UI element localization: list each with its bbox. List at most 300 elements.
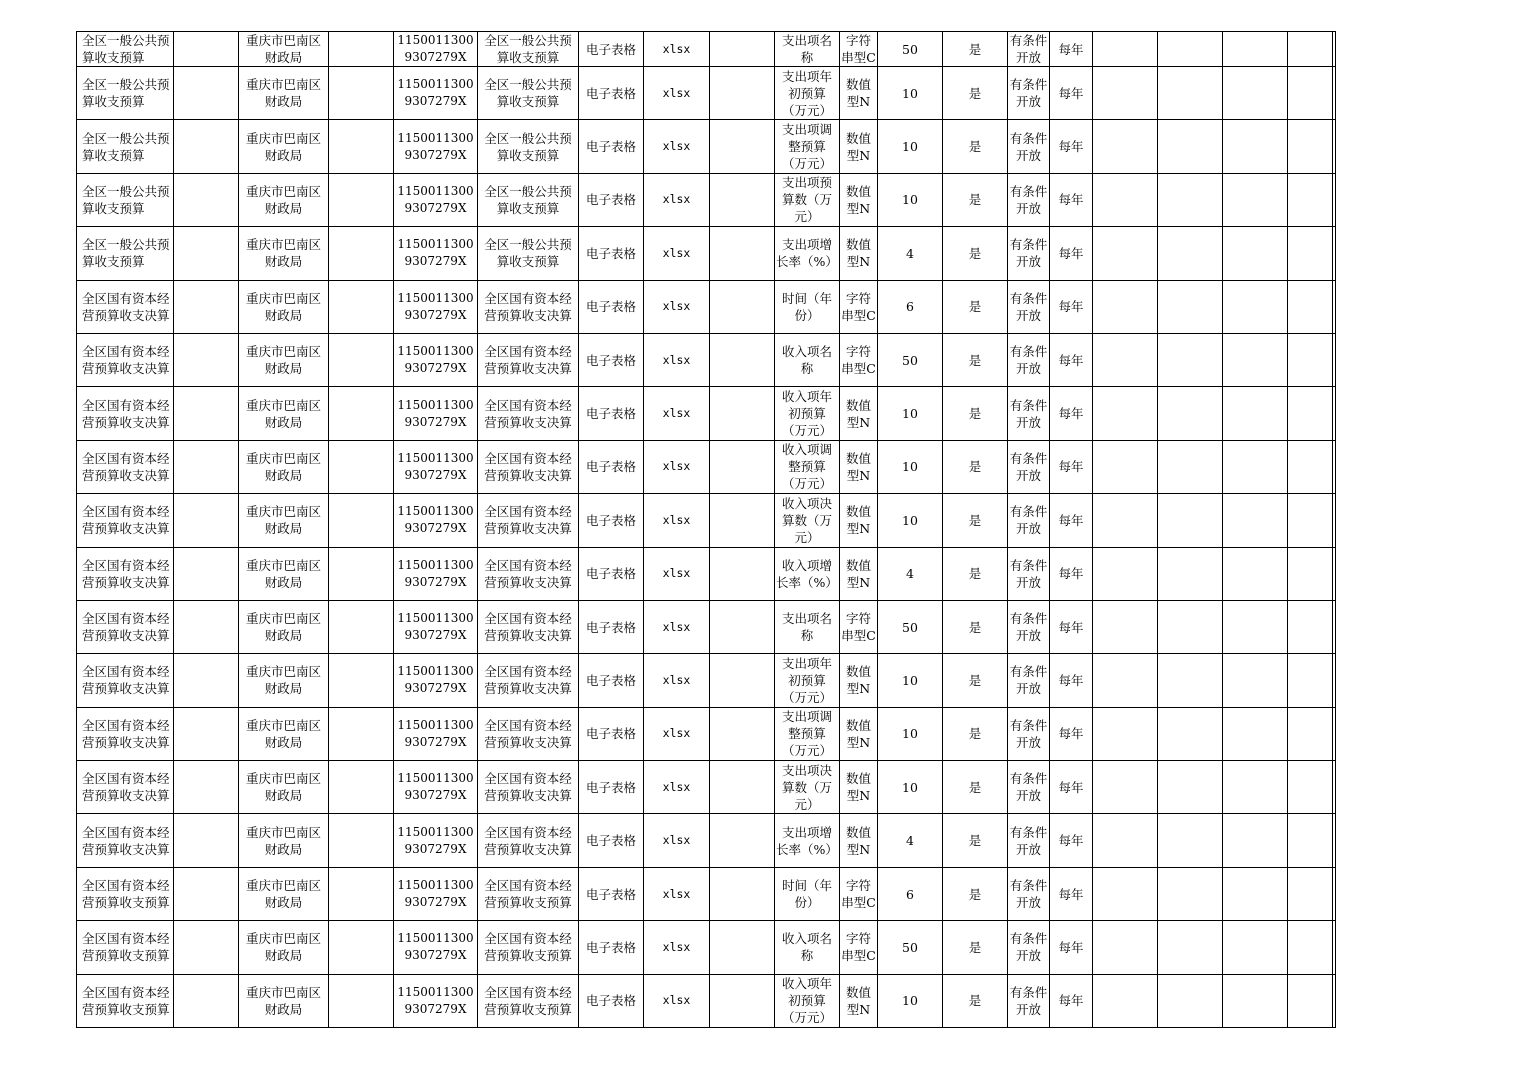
- shared-flag-cell: 是: [943, 600, 1008, 653]
- update-frequency-cell: 每年: [1050, 707, 1093, 760]
- credit-code-cell: 11500113009307279X: [394, 654, 478, 707]
- resource-name-cell: 全区国有资本经营预算收支预算: [478, 974, 579, 1027]
- empty-cell: [329, 280, 394, 333]
- resource-name-cell: 全区国有资本经营预算收支决算: [478, 440, 579, 493]
- department-cell: 重庆市巴南区财政局: [239, 974, 329, 1027]
- format-cell: xlsx: [644, 387, 710, 440]
- empty-cell: [1093, 974, 1158, 1027]
- data-item-cell: 支出项增长率（%）: [775, 814, 840, 867]
- carrier-type-cell: 电子表格: [579, 67, 644, 120]
- shared-flag-cell: 是: [943, 921, 1008, 974]
- empty-cell: [1158, 600, 1223, 653]
- data-item-cell: 收入项名称: [775, 333, 840, 386]
- update-frequency-cell: 每年: [1050, 67, 1093, 120]
- open-type-cell: 有条件开放: [1008, 494, 1050, 547]
- data-item-cell: 收入项年初预算（万元）: [775, 974, 840, 1027]
- empty-cell: [1333, 761, 1336, 814]
- resource-name-cell: 全区一般公共预算收支预算: [478, 120, 579, 173]
- data-item-cell: 支出项名称: [775, 32, 840, 67]
- table-row: [77, 654, 1336, 707]
- empty-cell: [1288, 654, 1333, 707]
- empty-cell: [1288, 440, 1333, 493]
- empty-cell: [1223, 547, 1288, 600]
- department-cell: 重庆市巴南区财政局: [239, 32, 329, 67]
- empty-cell: [174, 761, 239, 814]
- empty-cell: [1093, 494, 1158, 547]
- table-row: [77, 173, 1336, 226]
- table-row: [77, 761, 1336, 814]
- credit-code-cell: 11500113009307279X: [394, 120, 478, 173]
- data-length-cell: 6: [878, 867, 943, 920]
- category-cell: 全区一般公共预算收支预算: [77, 227, 174, 280]
- data-length-cell: 50: [878, 921, 943, 974]
- department-cell: 重庆市巴南区财政局: [239, 921, 329, 974]
- empty-cell: [1223, 120, 1288, 173]
- update-frequency-cell: 每年: [1050, 333, 1093, 386]
- table-row: [77, 867, 1336, 920]
- data-type-cell: 字符串型C: [840, 280, 878, 333]
- shared-flag-cell: 是: [943, 974, 1008, 1027]
- credit-code-cell: 11500113009307279X: [394, 494, 478, 547]
- department-cell: 重庆市巴南区财政局: [239, 173, 329, 226]
- table-row: [77, 547, 1336, 600]
- department-cell: 重庆市巴南区财政局: [239, 67, 329, 120]
- empty-cell: [1093, 600, 1158, 653]
- update-frequency-cell: 每年: [1050, 32, 1093, 67]
- empty-cell: [1093, 32, 1158, 67]
- data-item-cell: 时间（年份）: [775, 867, 840, 920]
- category-cell: 全区国有资本经营预算收支决算: [77, 547, 174, 600]
- empty-cell: [1288, 761, 1333, 814]
- data-length-cell: 10: [878, 173, 943, 226]
- table-row: [77, 32, 1336, 67]
- empty-cell: [1158, 761, 1223, 814]
- empty-cell: [1333, 440, 1336, 493]
- empty-cell: [1333, 280, 1336, 333]
- shared-flag-cell: 是: [943, 654, 1008, 707]
- carrier-type-cell: 电子表格: [579, 120, 644, 173]
- empty-cell: [174, 974, 239, 1027]
- empty-cell: [710, 120, 775, 173]
- empty-cell: [1158, 974, 1223, 1027]
- department-cell: 重庆市巴南区财政局: [239, 387, 329, 440]
- open-type-cell: 有条件开放: [1008, 867, 1050, 920]
- empty-cell: [329, 227, 394, 280]
- data-type-cell: 数值型N: [840, 707, 878, 760]
- empty-cell: [1158, 547, 1223, 600]
- empty-cell: [1158, 494, 1223, 547]
- update-frequency-cell: 每年: [1050, 814, 1093, 867]
- empty-cell: [1288, 921, 1333, 974]
- data-length-cell: 50: [878, 32, 943, 67]
- empty-cell: [1093, 440, 1158, 493]
- credit-code-cell: 11500113009307279X: [394, 707, 478, 760]
- format-cell: xlsx: [644, 173, 710, 226]
- table-row: [77, 974, 1336, 1027]
- data-type-cell: 字符串型C: [841, 33, 876, 65]
- empty-cell: [329, 440, 394, 493]
- credit-code-cell: 11500113009307279X: [394, 387, 478, 440]
- department-cell: 重庆市巴南区财政局: [239, 654, 329, 707]
- shared-flag-cell: 是: [943, 173, 1008, 226]
- credit-code-cell: 11500113009307279X: [394, 440, 478, 493]
- format-cell: xlsx: [644, 280, 710, 333]
- empty-cell: [710, 67, 775, 120]
- open-type-cell: 有条件开放: [1008, 333, 1050, 386]
- shared-flag-cell: 是: [943, 387, 1008, 440]
- format-cell: xlsx: [644, 440, 710, 493]
- update-frequency-cell: 每年: [1050, 173, 1093, 226]
- empty-cell: [1093, 814, 1158, 867]
- table-row: [77, 707, 1336, 760]
- empty-cell: [329, 120, 394, 173]
- resource-name-cell: 全区国有资本经营预算收支决算: [478, 600, 579, 653]
- empty-cell: [174, 440, 239, 493]
- data-item-cell: 支出项年初预算（万元）: [775, 67, 840, 120]
- empty-cell: [1223, 974, 1288, 1027]
- empty-cell: [329, 974, 394, 1027]
- empty-cell: [329, 921, 394, 974]
- empty-cell: [1158, 120, 1223, 173]
- data-item-cell: 支出项增长率（%）: [775, 227, 840, 280]
- data-type-cell: 数值型N: [840, 173, 878, 226]
- data-type-cell: 字符串型C: [840, 333, 878, 386]
- department-cell: 重庆市巴南区财政局: [239, 494, 329, 547]
- empty-cell: [1093, 761, 1158, 814]
- format-cell: xlsx: [644, 494, 710, 547]
- credit-code-cell: 11500113009307279X: [394, 280, 478, 333]
- resource-name-cell: 全区国有资本经营预算收支决算: [478, 761, 579, 814]
- empty-cell: [1333, 494, 1336, 547]
- shared-flag-cell: 是: [943, 67, 1008, 120]
- resource-name-cell: 全区国有资本经营预算收支决算: [478, 387, 579, 440]
- empty-cell: [1093, 547, 1158, 600]
- format-cell: xlsx: [644, 867, 710, 920]
- department-cell: 重庆市巴南区财政局: [239, 547, 329, 600]
- empty-cell: [1093, 654, 1158, 707]
- empty-cell: [710, 547, 775, 600]
- department-cell: 重庆市巴南区财政局: [239, 120, 329, 173]
- update-frequency-cell: 每年: [1050, 761, 1093, 814]
- data-item-cell: 收入项增长率（%）: [775, 547, 840, 600]
- resource-name-cell: 全区国有资本经营预算收支决算: [478, 547, 579, 600]
- empty-cell: [174, 867, 239, 920]
- empty-cell: [1158, 280, 1223, 333]
- empty-cell: [1288, 333, 1333, 386]
- empty-cell: [1223, 67, 1288, 120]
- empty-cell: [1223, 654, 1288, 707]
- carrier-type-cell: 电子表格: [579, 440, 644, 493]
- data-length-cell: 10: [878, 387, 943, 440]
- data-length-cell: 10: [878, 494, 943, 547]
- empty-cell: [1223, 387, 1288, 440]
- carrier-type-cell: 电子表格: [579, 654, 644, 707]
- department-cell: 重庆市巴南区财政局: [239, 867, 329, 920]
- empty-cell: [174, 387, 239, 440]
- carrier-type-cell: 电子表格: [579, 494, 644, 547]
- empty-cell: [1223, 761, 1288, 814]
- open-type-cell: 有条件开放: [1008, 120, 1050, 173]
- empty-cell: [174, 280, 239, 333]
- empty-cell: [1158, 707, 1223, 760]
- resource-name-cell: 全区一般公共预算收支预算: [478, 173, 579, 226]
- empty-cell: [174, 547, 239, 600]
- empty-cell: [710, 280, 775, 333]
- empty-cell: [174, 67, 239, 120]
- carrier-type-cell: 电子表格: [579, 600, 644, 653]
- empty-cell: [329, 173, 394, 226]
- empty-cell: [710, 600, 775, 653]
- update-frequency-cell: 每年: [1050, 387, 1093, 440]
- empty-cell: [1158, 173, 1223, 226]
- credit-code-cell: 11500113009307279X: [394, 173, 478, 226]
- format-cell: xlsx: [644, 974, 710, 1027]
- empty-cell: [1333, 120, 1336, 173]
- data-type-cell: 字符串型C: [840, 600, 878, 653]
- empty-cell: [1288, 707, 1333, 760]
- data-item-cell: 支出项预算数（万元）: [775, 173, 840, 226]
- empty-cell: [1223, 867, 1288, 920]
- carrier-type-cell: 电子表格: [579, 814, 644, 867]
- empty-cell: [1158, 440, 1223, 493]
- empty-cell: [1288, 120, 1333, 173]
- update-frequency-cell: 每年: [1050, 227, 1093, 280]
- carrier-type-cell: 电子表格: [579, 547, 644, 600]
- credit-code-cell: 11500113009307279X: [394, 921, 478, 974]
- department-cell: 重庆市巴南区财政局: [239, 600, 329, 653]
- category-cell: 全区国有资本经营预算收支决算: [77, 814, 174, 867]
- empty-cell: [1093, 173, 1158, 226]
- category-cell: 全区国有资本经营预算收支决算: [77, 494, 174, 547]
- empty-cell: [174, 921, 239, 974]
- update-frequency-cell: 每年: [1050, 494, 1093, 547]
- data-length-cell: 10: [878, 761, 943, 814]
- data-type-cell: 数值型N: [840, 654, 878, 707]
- empty-cell: [1093, 120, 1158, 173]
- empty-cell: [1223, 440, 1288, 493]
- empty-cell: [329, 761, 394, 814]
- empty-cell: [1158, 67, 1223, 120]
- empty-cell: [710, 440, 775, 493]
- resource-name-cell: 全区国有资本经营预算收支预算: [478, 867, 579, 920]
- data-length-cell: 10: [878, 654, 943, 707]
- update-frequency-cell: 每年: [1050, 280, 1093, 333]
- empty-cell: [329, 547, 394, 600]
- empty-cell: [710, 707, 775, 760]
- resource-name-cell: 全区国有资本经营预算收支预算: [478, 921, 579, 974]
- category-cell: 全区国有资本经营预算收支决算: [77, 654, 174, 707]
- department-cell: 重庆市巴南区财政局: [239, 227, 329, 280]
- open-type-cell: 有条件开放: [1008, 761, 1050, 814]
- empty-cell: [1333, 867, 1336, 920]
- empty-cell: [1333, 974, 1336, 1027]
- empty-cell: [1288, 387, 1333, 440]
- empty-cell: [1093, 227, 1158, 280]
- empty-cell: [174, 120, 239, 173]
- empty-cell: [1333, 547, 1336, 600]
- data-item-cell: 支出项名称: [775, 600, 840, 653]
- open-type-cell: 有条件开放: [1008, 707, 1050, 760]
- department-cell: 重庆市巴南区财政局: [239, 707, 329, 760]
- resource-name-cell: 全区国有资本经营预算收支决算: [478, 280, 579, 333]
- shared-flag-cell: 是: [943, 707, 1008, 760]
- empty-cell: [329, 67, 394, 120]
- credit-code-cell: 11500113009307279X: [394, 761, 478, 814]
- catalog-table: [76, 31, 1336, 1028]
- resource-name-cell: 全区国有资本经营预算收支决算: [478, 494, 579, 547]
- empty-cell: [1288, 974, 1333, 1027]
- resource-name-cell: 全区国有资本经营预算收支决算: [478, 814, 579, 867]
- data-length-cell: 50: [878, 600, 943, 653]
- format-cell: xlsx: [644, 707, 710, 760]
- empty-cell: [1158, 867, 1223, 920]
- empty-cell: [329, 707, 394, 760]
- empty-cell: [710, 227, 775, 280]
- carrier-type-cell: 电子表格: [579, 387, 644, 440]
- update-frequency-cell: 每年: [1050, 867, 1093, 920]
- empty-cell: [1288, 547, 1333, 600]
- empty-cell: [1333, 654, 1336, 707]
- empty-cell: [329, 333, 394, 386]
- empty-cell: [1158, 333, 1223, 386]
- shared-flag-cell: 是: [943, 761, 1008, 814]
- update-frequency-cell: 每年: [1050, 974, 1093, 1027]
- update-frequency-cell: 每年: [1050, 600, 1093, 653]
- data-length-cell: 6: [878, 280, 943, 333]
- data-type-cell: 数值型N: [840, 761, 878, 814]
- open-type-cell: 有条件开放: [1008, 67, 1050, 120]
- carrier-type-cell: 电子表格: [579, 32, 644, 67]
- format-cell: xlsx: [644, 814, 710, 867]
- credit-code-cell: 11500113009307279X: [394, 867, 478, 920]
- shared-flag-cell: 是: [943, 440, 1008, 493]
- empty-cell: [710, 814, 775, 867]
- empty-cell: [174, 600, 239, 653]
- table-row: [77, 600, 1336, 653]
- table-row: [77, 67, 1336, 120]
- shared-flag-cell: 是: [943, 814, 1008, 867]
- empty-cell: [1223, 494, 1288, 547]
- empty-cell: [1333, 600, 1336, 653]
- department-cell: 重庆市巴南区财政局: [239, 440, 329, 493]
- data-length-cell: 10: [878, 974, 943, 1027]
- department-cell: 重庆市巴南区财政局: [239, 333, 329, 386]
- empty-cell: [1158, 921, 1223, 974]
- data-type-cell: 数值型N: [840, 67, 878, 120]
- data-type-cell: 字符串型C: [840, 867, 878, 920]
- department-cell: 重庆市巴南区财政局: [239, 761, 329, 814]
- shared-flag-cell: 是: [943, 280, 1008, 333]
- data-type-cell: 数值型N: [840, 387, 878, 440]
- carrier-type-cell: 电子表格: [579, 761, 644, 814]
- data-item-cell: 收入项名称: [775, 921, 840, 974]
- format-cell: xlsx: [644, 654, 710, 707]
- resource-name-cell: 全区国有资本经营预算收支决算: [478, 333, 579, 386]
- empty-cell: [1288, 173, 1333, 226]
- data-item-cell: 支出项决算数（万元）: [775, 761, 840, 814]
- carrier-type-cell: 电子表格: [579, 921, 644, 974]
- resource-name-cell: 全区一般公共预算收支预算: [478, 67, 579, 120]
- data-type-cell: 数值型N: [840, 440, 878, 493]
- empty-cell: [174, 32, 239, 67]
- credit-code-cell: 11500113009307279X: [394, 974, 478, 1027]
- empty-cell: [710, 974, 775, 1027]
- empty-cell: [1093, 67, 1158, 120]
- empty-cell: [329, 814, 394, 867]
- resource-name-cell: 全区一般公共预算收支预算: [478, 32, 579, 67]
- empty-cell: [1223, 32, 1288, 67]
- empty-cell: [710, 387, 775, 440]
- table-row: [77, 333, 1336, 386]
- update-frequency-cell: 每年: [1050, 921, 1093, 974]
- data-item-cell: 收入项决算数（万元）: [775, 494, 840, 547]
- data-item-cell: 收入项调整预算（万元）: [775, 440, 840, 493]
- empty-cell: [1223, 707, 1288, 760]
- empty-cell: [1288, 32, 1333, 67]
- data-length-cell: 10: [878, 440, 943, 493]
- carrier-type-cell: 电子表格: [579, 867, 644, 920]
- empty-cell: [1288, 600, 1333, 653]
- empty-cell: [1288, 867, 1333, 920]
- empty-cell: [174, 814, 239, 867]
- category-cell: 全区一般公共预算收支预算: [77, 32, 174, 67]
- resource-name-cell: 全区一般公共预算收支预算: [478, 227, 579, 280]
- data-type-cell: 字符串型C: [840, 921, 878, 974]
- open-type-cell: 有条件开放: [1008, 440, 1050, 493]
- open-type-cell: 有条件开放: [1008, 921, 1050, 974]
- data-length-cell: 10: [878, 120, 943, 173]
- data-type-cell: 数值型N: [840, 494, 878, 547]
- empty-cell: [1333, 814, 1336, 867]
- table-row: [77, 387, 1336, 440]
- credit-code-cell: 11500113009307279X: [394, 67, 478, 120]
- data-length-cell: 4: [878, 814, 943, 867]
- empty-cell: [1223, 280, 1288, 333]
- empty-cell: [1333, 333, 1336, 386]
- empty-cell: [710, 761, 775, 814]
- table-row: [77, 814, 1336, 867]
- empty-cell: [1223, 227, 1288, 280]
- category-cell: 全区国有资本经营预算收支决算: [77, 707, 174, 760]
- empty-cell: [710, 494, 775, 547]
- empty-cell: [1223, 600, 1288, 653]
- open-type-cell: 有条件开放: [1008, 32, 1050, 67]
- empty-cell: [174, 227, 239, 280]
- update-frequency-cell: 每年: [1050, 547, 1093, 600]
- format-cell: xlsx: [644, 227, 710, 280]
- department-cell: 重庆市巴南区财政局: [239, 814, 329, 867]
- category-cell: 全区国有资本经营预算收支决算: [77, 600, 174, 653]
- empty-cell: [710, 173, 775, 226]
- empty-cell: [710, 32, 775, 67]
- format-cell: xlsx: [644, 600, 710, 653]
- category-cell: 全区国有资本经营预算收支决算: [77, 761, 174, 814]
- shared-flag-cell: 是: [943, 494, 1008, 547]
- open-type-cell: 有条件开放: [1008, 547, 1050, 600]
- update-frequency-cell: 每年: [1050, 440, 1093, 493]
- empty-cell: [329, 867, 394, 920]
- empty-cell: [1333, 227, 1336, 280]
- empty-cell: [1333, 67, 1336, 120]
- empty-cell: [1288, 494, 1333, 547]
- empty-cell: [174, 173, 239, 226]
- open-type-cell: 有条件开放: [1008, 600, 1050, 653]
- empty-cell: [1093, 333, 1158, 386]
- format-cell: xlsx: [644, 333, 710, 386]
- carrier-type-cell: 电子表格: [579, 333, 644, 386]
- data-item-cell: 支出项调整预算（万元）: [775, 120, 840, 173]
- resource-name-cell: 全区国有资本经营预算收支决算: [478, 707, 579, 760]
